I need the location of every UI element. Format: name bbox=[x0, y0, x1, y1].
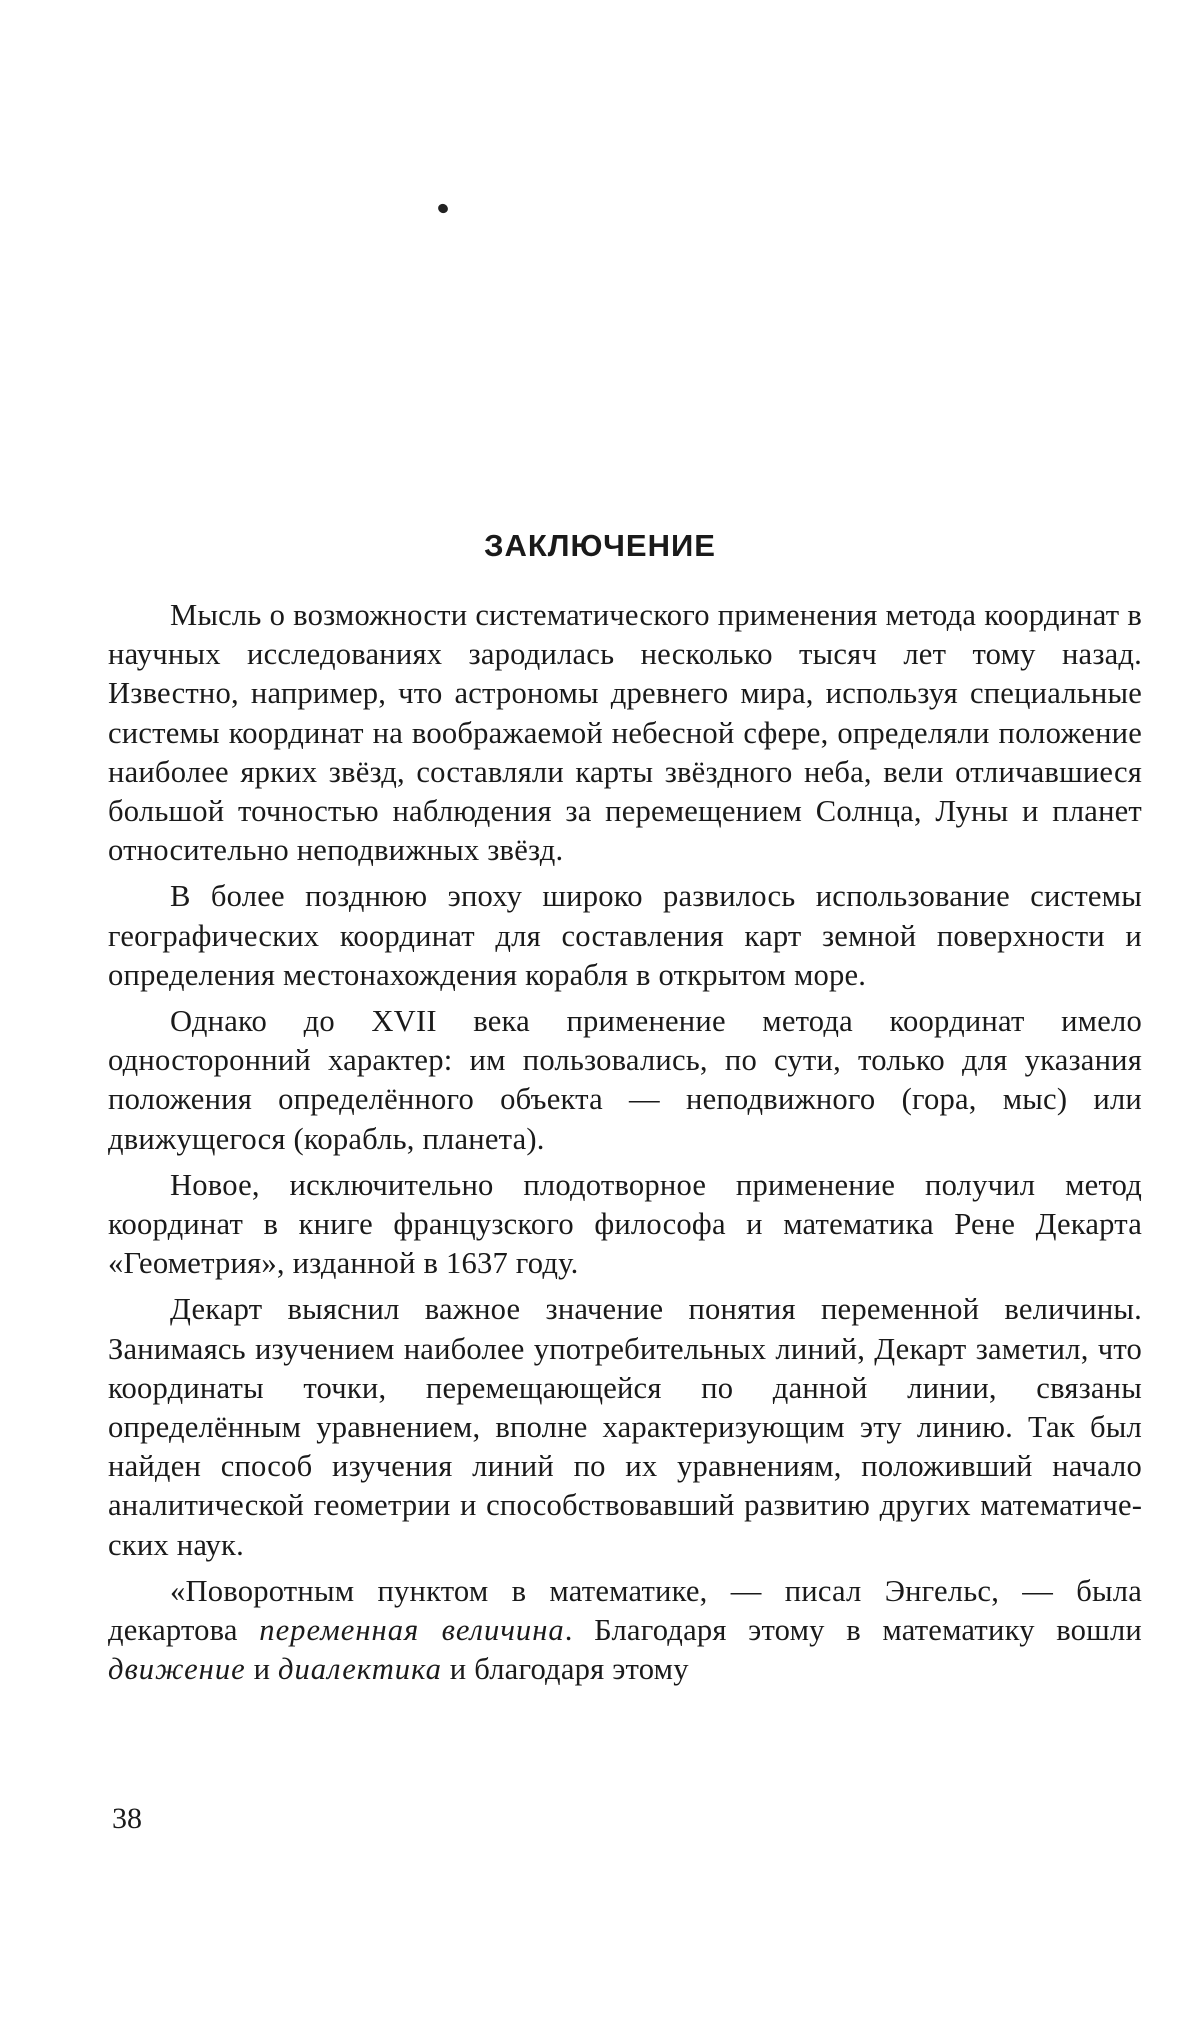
quote-emphasis-variable: переменная величина bbox=[259, 1613, 565, 1648]
body-text bbox=[108, 596, 1142, 1689]
ink-speck bbox=[437, 202, 450, 214]
page-number: 38 bbox=[112, 1802, 142, 1835]
page-title: ЗАКЛЮЧЕНИЕ bbox=[484, 528, 716, 563]
quote-text-2: . Благодаря этому в математику вошли bbox=[564, 1613, 1142, 1648]
quote-text-3: и bbox=[245, 1652, 279, 1687]
quote-text-1: «Поворотным пунктом в математике, — писал Энгельс, — была декартова bbox=[108, 1573, 1142, 1648]
paragraph-4: Новое, исключительно плодотворное применение получил метод координат в книге французского философа и математика Рене Декарта «Геометрия», изданной в 1637 году. bbox=[108, 1167, 1142, 1281]
quote-text-4: и благодаря этому bbox=[441, 1652, 689, 1687]
paragraph-1: Мысль о возможности систематического применения метода координат в научных исследованиях зародилась несколько тысяч лет тому назад. Известно, например, что астрономы древнего мира, используя специальные системы координат на воображаемой небесной сфере, определяли положение наиболее ярких звёзд, составляли карты звёздного неба, вели отличавшиеся большой точностью наблюдения за перемещением Солнца, Луны и планет относительно неподвижных звёзд. bbox=[108, 598, 1142, 868]
quote-emphasis-motion: движение bbox=[108, 1652, 246, 1687]
paragraph-5: Декарт выяснил важное значение понятия переменной величины. Занимаясь изучением наиболее употребительных линий, Декарт заметил, что координаты точки, перемещающейся по данной линии, связаны определённым уравнением, вполне характеризующим эту линию. Так был найден способ изучения линий по их уравнениям, положивший начало аналитической геометрии и способствовавший развитию других математических наук. bbox=[108, 1292, 1142, 1562]
paragraph-3: Однако до XVII века применение метода координат имело односторонний характер: им пользовались, по сути, только для указания положения определённого объекта — неподвижного (гора, мыс) или движущегося (корабль, планета). bbox=[108, 1004, 1142, 1156]
paragraph-engels-quote bbox=[108, 1572, 1142, 1690]
quote-emphasis-dialectics: диалектика bbox=[278, 1652, 442, 1687]
paragraph-2: В более позднюю эпоху широко развилось использование системы географических координат для составления карт земной поверхности и определения местонахождения корабля в открытом море. bbox=[108, 879, 1142, 992]
